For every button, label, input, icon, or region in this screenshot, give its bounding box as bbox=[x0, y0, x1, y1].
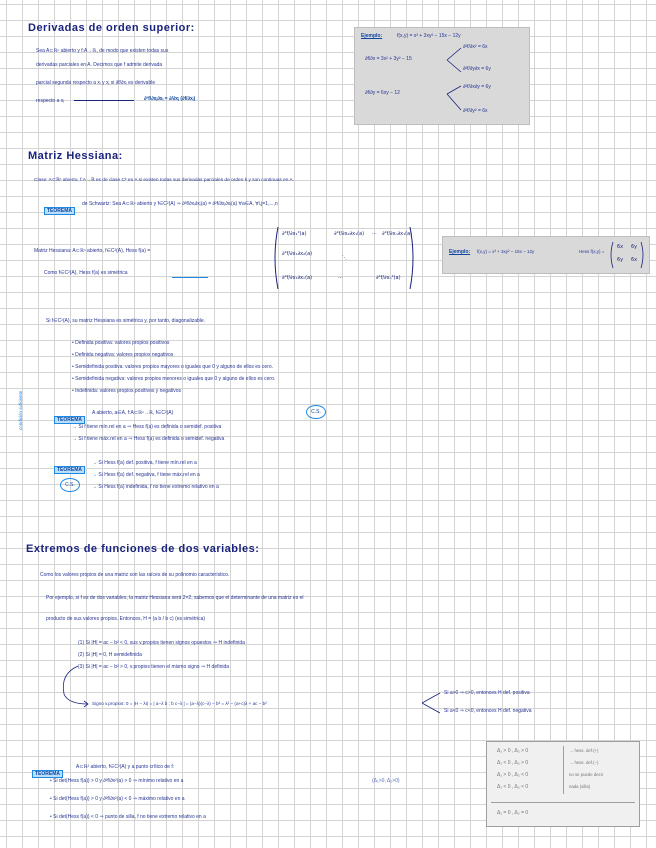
matrix-cell: ∂²f/∂xₙ∂x₁(a) bbox=[382, 231, 413, 237]
matrix-cell: ··· bbox=[372, 231, 377, 237]
example-label: Ejemplo: bbox=[449, 249, 471, 255]
formula: ∂²f/∂xⱼ∂xᵢ = ∂/∂xⱼ (∂f/∂xᵢ) bbox=[144, 96, 196, 102]
second-derivative: ∂²f/∂x∂y = 6y bbox=[463, 84, 491, 90]
derivative-x: ∂f/∂x = 3x² + 3y² − 15 bbox=[365, 56, 412, 62]
bullet-item: • Definida positiva: valores propios positivos bbox=[72, 340, 170, 346]
hessiana-definition: Matriz Hessiana: A⊂ℝⁿ abierto, f∈C²(A), Hess f(a) = bbox=[34, 248, 151, 254]
text-line: parcial segunda respecto a xᵢ y xⱼ si ∂f/∂xᵢ es derivable bbox=[36, 80, 156, 86]
summary-box bbox=[486, 741, 640, 827]
bullet-item: • Definida negativa: valores propios negativos bbox=[72, 352, 174, 358]
result-positive: Si a>0 ⇒ c>0, entonces H def. positiva bbox=[444, 690, 530, 696]
example-box-2 bbox=[442, 236, 650, 274]
example-box bbox=[354, 27, 530, 125]
text-line: Sea A⊂ℝⁿ abierto y f:A→ℝ, de modo que existen todas sus bbox=[36, 48, 169, 54]
teorema-label: TEOREMA bbox=[54, 416, 85, 424]
theorem-text: A⊂ℝ² abierto, f∈C²(A) y a punto crítico de f: bbox=[76, 764, 175, 770]
matrix-cell: ∂²f/∂x₁∂x₂(a) bbox=[282, 251, 313, 257]
box-bottom: Δ₁ = 0 , Δ₂ = 0 bbox=[497, 810, 529, 816]
underline bbox=[172, 277, 208, 278]
second-derivative: ∂²f/∂y∂x = 6y bbox=[463, 66, 491, 72]
box-note: nada (silla) bbox=[569, 784, 591, 789]
theorem-bullet: → Si f tiene mín.rel en a ⇒ Hess f(a) es definida o semidef. positiva bbox=[72, 424, 222, 430]
example-function: f(x,y) = x³ + 3xy² − 15x − 12y bbox=[477, 249, 535, 254]
text-line: respecto a xⱼ bbox=[36, 98, 65, 104]
teorema-badge bbox=[44, 199, 75, 217]
cs-circle: C.S. bbox=[60, 478, 80, 492]
theorem-bullet: • Si det(Hess f(a)) > 0 y ∂²f/∂x²(a) > 0 ⇒ mínimo relativo en a bbox=[50, 778, 184, 784]
theorem-bullet: → Si Hess f(a) def. negativa, f tiene máx.rel en a bbox=[92, 472, 200, 478]
theorem-bullet: → Si f tiene máx.rel en a ⇒ Hess f(a) es definida o semidef. negativa bbox=[72, 436, 225, 442]
box-note: → hess. def.(+) bbox=[569, 748, 599, 753]
derivative-y: ∂f/∂y = 6xy − 12 bbox=[365, 90, 400, 96]
bullet-item: • Semidefinida negativa: valores propios menores o iguales que 0 y alguno de ellos es cero. bbox=[72, 376, 276, 382]
branch-brackets bbox=[420, 690, 444, 716]
box-separator bbox=[491, 802, 635, 803]
case-item: (2) Si |H| = 0, H semidefinida bbox=[78, 652, 142, 658]
box-divider bbox=[563, 746, 564, 794]
matrix-cell: ⋱ bbox=[342, 255, 347, 261]
matrix-cell: ∂²f/∂x₁∂xₙ(a) bbox=[282, 275, 313, 281]
matrix-cell: 6x bbox=[631, 257, 638, 263]
example-function: f(x,y) = x³ + 3xy² − 15x − 12y bbox=[397, 33, 461, 39]
section-title-extremos: Extremos de funciones de dos variables: bbox=[26, 543, 260, 555]
text-line: producto de sus valores propios. Entonces, H = (a b / b c) (es simétrica) bbox=[46, 616, 206, 622]
teorema-badge bbox=[54, 458, 85, 476]
second-derivative: ∂²f/∂x² = 6x bbox=[463, 44, 488, 50]
matrix-brackets bbox=[609, 241, 645, 269]
box-row: Δ₁ > 0 , Δ₂ < 0 bbox=[497, 772, 529, 778]
theorem-text: A abierto, a∈A, f:A⊂ℝⁿ→ℝ, f∈C²(A) bbox=[92, 410, 174, 416]
side-label: condición suficiente bbox=[18, 390, 23, 430]
matrix-cell: ∂²f/∂xₙ²(a) bbox=[376, 275, 401, 281]
example-label: Ejemplo: bbox=[361, 33, 383, 39]
matrix-cell: ∂²f/∂x₂∂x₁(a) bbox=[334, 231, 365, 237]
signo-formula: Signo v.propios: 0 = |H − λI| = | a−λ b ; b c−λ | = (a−λ)(c−λ) − b² = λ² − (a+c)λ + ac − b² bbox=[92, 701, 267, 706]
text-line: Como los valores propios de una matriz son las raíces de su polinomio característico. bbox=[40, 572, 230, 578]
second-derivative: ∂²f/∂y² = 6x bbox=[463, 108, 488, 114]
bullet-item: • Indefinida: valores propios positivos y negativos bbox=[72, 388, 182, 394]
branch-brackets bbox=[445, 42, 465, 122]
curved-arrow bbox=[58, 664, 94, 710]
clase-definition: Clase: A⊂ℝⁿ abierto, f:A→ℝ es de clase Cᵏ en A si existen todas sus derivadas parciales de orden k y son continuas en A. bbox=[34, 178, 295, 183]
hessiana-symmetric: Como f∈C²(A), Hess f(a) es simétrica bbox=[44, 270, 128, 276]
theorem-bullet: • Si det(Hess f(a)) > 0 y ∂²f/∂x²(a) < 0 ⇒ máximo relativo en a bbox=[50, 796, 185, 802]
bullet-item: • Semidefinida positiva: valores propios mayores o iguales que 0 y alguno de ellos es cero. bbox=[72, 364, 274, 370]
arrow-line bbox=[74, 100, 134, 101]
theorem-bullet: • Si det(Hess f(a)) < 0 ⇒ punto de silla, f no tiene extremo relativo en a bbox=[50, 814, 206, 820]
text-line: Por ejemplo, si f es de dos variables, la matriz Hessiana será 2×2, sabemos que el determinante de una matriz es el bbox=[46, 595, 304, 601]
teorema-label: TEOREMA bbox=[54, 466, 85, 474]
section-title-hessiana: Matriz Hessiana: bbox=[28, 150, 123, 162]
hessian-matrix bbox=[272, 225, 416, 291]
theorem-note: (Δ₁>0, Δ₂>0) bbox=[372, 778, 400, 784]
box-note: no se puede decir bbox=[569, 772, 604, 777]
box-row: Δ₁ < 0 , Δ₂ > 0 bbox=[497, 760, 529, 766]
case-item: (3) Si |H| = ac − b² > 0, v.propios tienen el mismo signo ⇒ H definida bbox=[78, 664, 230, 670]
section-title-derivadas: Derivadas de orden superior: bbox=[28, 22, 195, 34]
text-line: derivadas parciales en A. Decimos que f admite derivada bbox=[36, 62, 163, 68]
matrix-cell: 6y bbox=[631, 244, 638, 250]
cs-circle: C.S. bbox=[306, 405, 326, 419]
box-note: → hess. def.(−) bbox=[569, 760, 599, 765]
intro-text: Si f∈C²(A), su matriz Hessiana es simétrica y, por tanto, diagonalizable. bbox=[46, 318, 206, 324]
matrix-cell: 6y bbox=[617, 257, 624, 263]
matrix-cell: ∂²f/∂x₁²(a) bbox=[282, 231, 307, 237]
matrix-cell: 6x bbox=[617, 244, 624, 250]
teorema-label: TEOREMA bbox=[44, 207, 75, 215]
case-item: (1) Si |H| = ac − b² < 0, sus v.propios tienen signos opuestos ⇒ H indefinida bbox=[78, 640, 245, 646]
schwartz-theorem: de Schwartz: Sea A⊂ℝⁿ abierto y f∈C²(A) ⇒ ∂²f/∂xᵢ∂xⱼ(a) = ∂²f/∂xⱼ∂xᵢ(a) ∀a∈A, ∀i,j=1,...,n bbox=[82, 201, 278, 207]
hess-label: Hess f(x,y) = bbox=[579, 249, 605, 254]
box-row: Δ₁ > 0 , Δ₂ > 0 bbox=[497, 748, 529, 754]
matrix-cell: ··· bbox=[338, 275, 343, 281]
box-row: Δ₁ < 0 , Δ₂ < 0 bbox=[497, 784, 529, 790]
teorema-label: TEOREMA bbox=[32, 770, 63, 778]
theorem-bullet: → Si Hess f(a) def. positiva, f tiene mín.rel en a bbox=[92, 460, 197, 466]
result-negative: Si a<0 ⇒ c<0, entonces H def. negativa bbox=[444, 708, 532, 714]
theorem-bullet: → Si Hess f(a) indefinida, f no tiene extremo relativo en a bbox=[92, 484, 219, 490]
